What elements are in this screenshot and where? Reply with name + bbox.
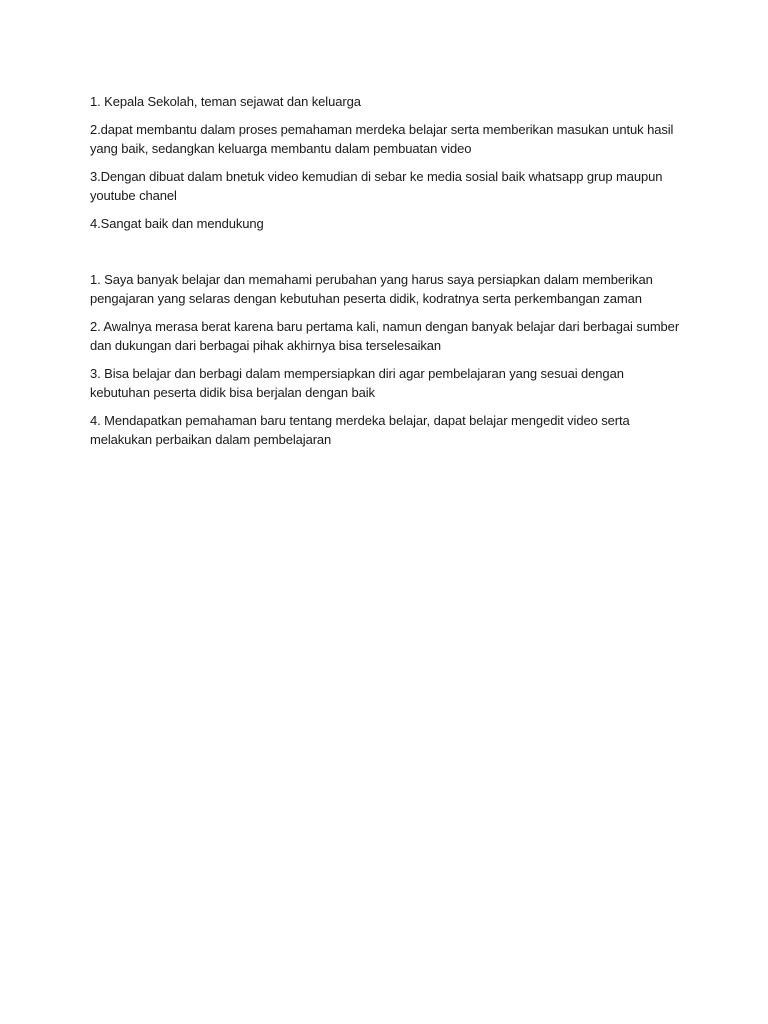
paragraph-2-1: 1. Saya banyak belajar dan memahami perubahan yang harus saya persiapkan dalam memberikan pengajaran yang selaras dengan kebutuhan peserta didik, kodratnya serta perkembangan zaman bbox=[90, 272, 653, 306]
paragraph-1-4: 4.Sangat baik dan mendukung bbox=[90, 216, 264, 231]
paragraph-1-2: 2.dapat membantu dalam proses pemahaman merdeka belajar serta memberikan masukan untuk hasil yang baik, sedangkan keluarga membantu dalam pembuatan video bbox=[90, 122, 674, 156]
paragraph-2-3: 3. Bisa belajar dan berbagi dalam mempersiapkan diri agar pembelajaran yang sesuai dengan kebutuhan peserta didik bisa berjalan dengan baik bbox=[90, 366, 624, 400]
paragraph-2-2: 2. Awalnya merasa berat karena baru pertama kali, namun dengan banyak belajar dari berbagai sumber dan dukungan dari berbagai pihak akhirnya bisa terselesaikan bbox=[90, 319, 680, 353]
answer-section-1 bbox=[90, 92, 684, 233]
paragraph-1-3: 3.Dengan dibuat dalam bnetuk video kemudian di sebar ke media sosial baik whatsapp grup maupun youtube chanel bbox=[90, 169, 663, 203]
paragraph-2-4: 4. Mendapatkan pemahaman baru tentang merdeka belajar, dapat belajar mengedit video serta melakukan perbaikan dalam pembelajaran bbox=[90, 413, 630, 447]
paragraph-1-1: 1. Kepala Sekolah, teman sejawat dan keluarga bbox=[90, 94, 361, 109]
answer-section-2 bbox=[90, 270, 684, 449]
section-spacer bbox=[90, 242, 684, 270]
